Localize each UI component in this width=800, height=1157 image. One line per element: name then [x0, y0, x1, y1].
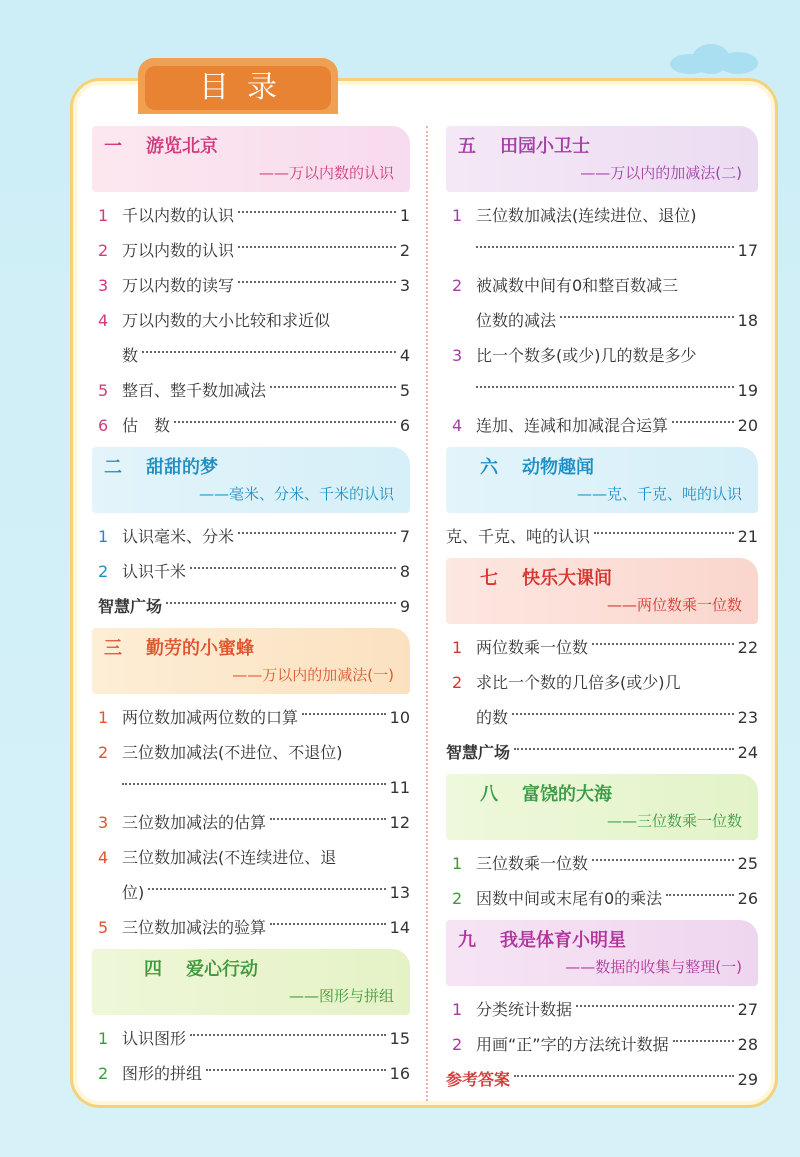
toc-entry[interactable]: 3 比一个数多(或少)几的数是多少 — [452, 346, 697, 365]
chapter-subtitle: ——万以内的加减法(二) — [580, 164, 742, 182]
toc-entry[interactable]: 5 三位数加减法的验算 14 — [92, 910, 410, 945]
toc-entry[interactable]: 6 估 数 6 — [92, 408, 410, 443]
chapter-subtitle: ——图形与拼组 — [288, 987, 394, 1005]
cloud-decoration — [670, 44, 760, 74]
toc-entry[interactable]: 2 万以内数的认识 2 — [92, 233, 410, 268]
chapter-7-header — [446, 558, 758, 624]
chapter-subtitle: ——数据的收集与整理(一) — [565, 958, 742, 976]
toc-entry-continued[interactable]: 位) 13 — [92, 875, 410, 910]
chapter-1-header — [92, 126, 410, 192]
chapter-title: 爱心行动 — [186, 959, 258, 980]
toc-entry[interactable]: 1 认识毫米、分米 7 — [92, 519, 410, 554]
page-number: 3 — [399, 276, 410, 295]
page-number: 26 — [737, 889, 758, 908]
chapter-title: 田园小卫士 — [500, 136, 590, 157]
toc-entry[interactable]: 1 千以内数的认识 1 — [92, 198, 410, 233]
toc-entry[interactable]: 1 两位数乘一位数 22 — [446, 630, 758, 665]
chapter-8-header — [446, 774, 758, 840]
page-number: 9 — [399, 597, 410, 616]
page-number: 20 — [737, 416, 758, 435]
page-number: 15 — [389, 1029, 410, 1048]
chapter-subtitle: ——克、千克、吨的认识 — [576, 485, 742, 503]
chapter-title: 我是体育小明星 — [500, 930, 626, 951]
page-number: 22 — [737, 638, 758, 657]
chapter-number: 一 — [104, 136, 122, 157]
toc-entry[interactable]: 2 图形的拼组 16 — [92, 1056, 410, 1091]
page-number: 8 — [399, 562, 410, 581]
page-number: 21 — [737, 527, 758, 546]
toc-entry[interactable]: 4 万以内数的大小比较和求近似 — [98, 311, 331, 330]
title-tab — [138, 58, 338, 114]
chapter-number: 二 — [104, 457, 122, 478]
chapter-title: 游览北京 — [146, 136, 218, 157]
toc-entry[interactable]: 5 整百、整千数加减法 5 — [92, 373, 410, 408]
toc-entry[interactable]: 3 万以内数的读写 3 — [92, 268, 410, 303]
chapter-title: 动物趣闻 — [522, 457, 594, 478]
chapter-number: 七 — [480, 568, 498, 589]
toc-entry[interactable]: 克、千克、吨的认识 21 — [446, 519, 758, 554]
left-column — [92, 126, 410, 1091]
page-number: 6 — [399, 416, 410, 435]
toc-entry[interactable]: 2 求比一个数的几倍多(或少)几 — [452, 673, 681, 692]
toc-entry[interactable]: 3 三位数加减法的估算 12 — [92, 805, 410, 840]
page-number: 12 — [389, 813, 410, 832]
toc-entry-answers[interactable]: 参考答案 29 — [446, 1062, 758, 1097]
page-number: 16 — [389, 1064, 410, 1083]
page-number: 11 — [389, 778, 410, 797]
page-title: 目录 — [145, 66, 331, 110]
page-number: 23 — [737, 708, 758, 727]
toc-entry-continued[interactable]: 位数的减法 18 — [446, 303, 758, 338]
toc-entry[interactable]: 2 认识千米 8 — [92, 554, 410, 589]
page-number: 10 — [389, 708, 410, 727]
page-number: 27 — [737, 1000, 758, 1019]
chapter-3-header — [92, 628, 410, 694]
toc-entry-continued[interactable] — [92, 770, 410, 805]
page-number: 28 — [737, 1035, 758, 1054]
toc-entry[interactable]: 1 分类统计数据 27 — [446, 992, 758, 1027]
chapter-2-header — [92, 447, 410, 513]
page-number: 14 — [389, 918, 410, 937]
chapter-title: 富饶的大海 — [522, 784, 612, 805]
chapter-subtitle: ——万以内数的认识 — [258, 164, 394, 182]
toc-entry[interactable]: 2 用画“正”字的方法统计数据 28 — [446, 1027, 758, 1062]
chapter-6-header — [446, 447, 758, 513]
chapter-subtitle: ——毫米、分米、千米的认识 — [198, 485, 394, 503]
toc-entry-continued[interactable]: 数 4 — [92, 338, 410, 373]
page-number: 5 — [399, 381, 410, 400]
chapter-title: 快乐大课间 — [522, 568, 612, 589]
toc-entry-continued[interactable]: 的数 23 — [446, 700, 758, 735]
chapter-number: 八 — [480, 784, 498, 805]
toc-entry-continued[interactable] — [446, 233, 758, 268]
page-number: 1 — [399, 206, 410, 225]
right-column — [446, 126, 758, 1097]
page-number: 4 — [399, 346, 410, 365]
chapter-number: 四 — [144, 959, 162, 980]
chapter-subtitle: ——万以内的加减法(一) — [232, 666, 394, 684]
toc-entry[interactable]: 1 两位数加减两位数的口算 10 — [92, 700, 410, 735]
toc-entry[interactable]: 1 认识图形 15 — [92, 1021, 410, 1056]
chapter-number: 六 — [480, 457, 498, 478]
page-number: 25 — [737, 854, 758, 873]
chapter-number: 三 — [104, 638, 122, 659]
toc-entry[interactable]: 4 三位数加减法(不连续进位、退 — [98, 848, 337, 867]
chapter-title: 勤劳的小蜜蜂 — [146, 638, 254, 659]
chapter-5-header — [446, 126, 758, 192]
page-number: 2 — [399, 241, 410, 260]
toc-entry-wisdom[interactable]: 智慧广场 24 — [446, 735, 758, 770]
toc-entry[interactable]: 2 三位数加减法(不进位、不退位) — [98, 743, 343, 762]
toc-entry[interactable]: 2 被减数中间有0和整百数减三 — [452, 276, 679, 295]
toc-entry-continued[interactable] — [446, 373, 758, 408]
chapter-number: 五 — [458, 136, 476, 157]
column-divider — [426, 126, 428, 1101]
toc-entry[interactable]: 2 因数中间或末尾有0的乘法 26 — [446, 881, 758, 916]
page-number: 7 — [399, 527, 410, 546]
chapter-4-header — [92, 949, 410, 1015]
toc-entry-wisdom[interactable]: 智慧广场 9 — [92, 589, 410, 624]
chapter-subtitle: ——三位数乘一位数 — [606, 812, 742, 830]
toc-entry[interactable]: 1 三位数加减法(连续进位、退位) — [452, 206, 697, 225]
toc-entry[interactable]: 4 连加、连减和加减混合运算 20 — [446, 408, 758, 443]
chapter-title: 甜甜的梦 — [146, 457, 218, 478]
page-number: 19 — [737, 381, 758, 400]
page-number: 18 — [737, 311, 758, 330]
page-number: 17 — [737, 241, 758, 260]
page-number: 29 — [737, 1070, 758, 1089]
chapter-number: 九 — [458, 930, 476, 951]
toc-entry[interactable]: 1 三位数乘一位数 25 — [446, 846, 758, 881]
chapter-9-header — [446, 920, 758, 986]
chapter-subtitle: ——两位数乘一位数 — [606, 596, 742, 614]
page-number: 24 — [737, 743, 758, 762]
page-number: 13 — [389, 883, 410, 902]
